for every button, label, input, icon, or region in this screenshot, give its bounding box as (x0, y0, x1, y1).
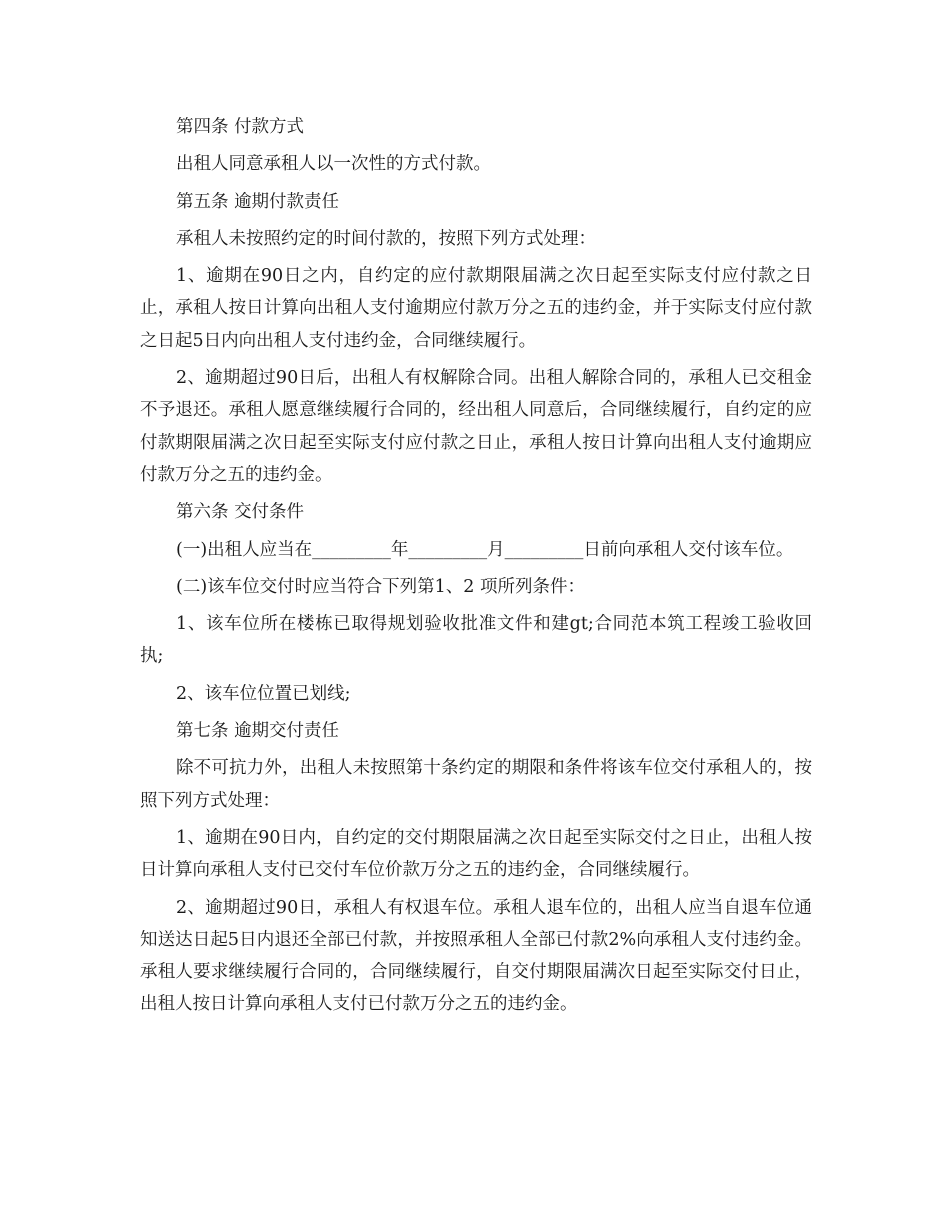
document-body (140, 111, 812, 1026)
article-6-clause-2: (二)该车位交付时应当符合下列第1、2 项所列条件： (176, 576, 585, 597)
article-6-heading: 第六条 交付条件 (176, 502, 305, 523)
article-5-item-2: 2、逾期超过90日后，出租人有权解除合同。出租人解除合同的，承租人已交租金不予退还。承租人愿意继续履行合同的，经出租人同意后，合同继续履行，自约定的应付款期限届满之次日起至实际支付应付款之日止，承租人按日计算向出租人支付逾期应付款万分之五的违约金。 (140, 368, 812, 485)
article-7-intro: 除不可抗力外，出租人未按照第十条约定的期限和条件将该车位交付承租人的，按照下列方式处理： (140, 758, 812, 811)
article-4-paragraph: 出租人同意承租人以一次性的方式付款。 (176, 154, 491, 175)
article-5-heading: 第五条 逾期付款责任 (176, 191, 340, 212)
article-5-item-1: 1、逾期在90日之内，自约定的应付款期限届满之次日起至实际支付应付款之日止，承租人按日计算向出租人支付逾期应付款万分之五的违约金，并于实际支付应付款之日起5日内向出租人支付违约金，合同继续履行。 (140, 266, 812, 351)
article-6-clause-1: (一)出租人应当在_________年_________月_________日前向承租人交付该车位。 (176, 539, 794, 560)
article-6-condition-2: 2、该车位位置已划线; (176, 683, 351, 704)
article-7-heading: 第七条 逾期交付责任 (176, 721, 340, 742)
article-7-item-2: 2、逾期超过90日，承租人有权退车位。承租人退车位的，出租人应当自退车位通知送达日起5日内退还全部已付款，并按照承租人全部已付款2%向承租人支付违约金。承租人要求继续履行合同的，合同继续履行，自交付期限届满次日起至实际交付日止，出租人按日计算向承租人支付已付款万分之五的违约金。 (140, 897, 812, 1015)
article-7-item-1: 1、逾期在90日内，自约定的交付期限届满之次日起至实际交付之日止，出租人按日计算向承租人支付已交付车位价款万分之五的违约金，合同继续履行。 (140, 827, 812, 881)
article-4-heading: 第四条 付款方式 (176, 117, 305, 137)
article-5-intro: 承租人未按照约定的时间付款的，按照下列方式处理： (176, 228, 596, 249)
article-6-condition-1: 1、该车位所在楼栋已取得规划验收批准文件和建gt;合同范本筑工程竣工验收回执; (140, 614, 812, 667)
